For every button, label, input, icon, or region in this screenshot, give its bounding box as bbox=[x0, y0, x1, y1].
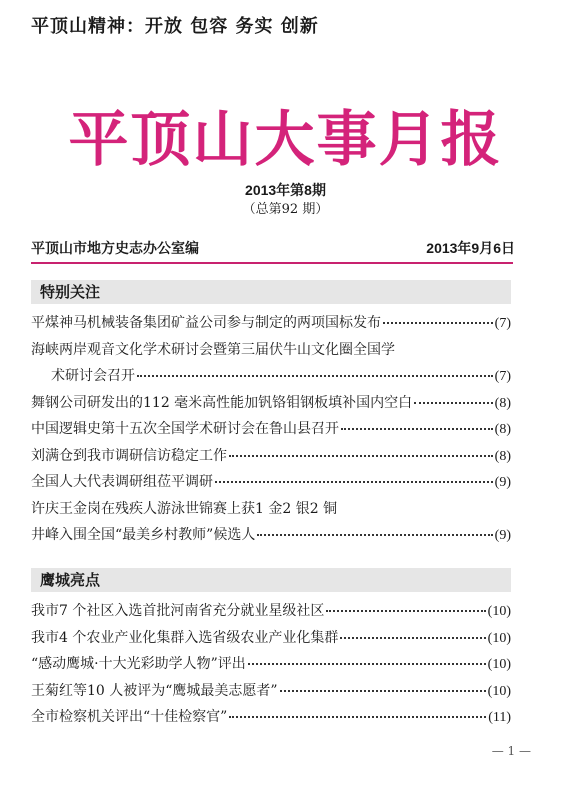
publish-date: 2013年9月6日 bbox=[426, 240, 515, 256]
toc-leader-dots bbox=[137, 375, 493, 377]
toc-entry[interactable] bbox=[31, 312, 511, 339]
total-issue-number: （总第92 期） bbox=[242, 202, 329, 217]
toc-leader-dots bbox=[229, 455, 493, 457]
toc-entry-page: (10) bbox=[487, 630, 511, 646]
toc-entry-page: (9) bbox=[494, 475, 511, 490]
toc-entry-page: (8) bbox=[494, 395, 511, 411]
toc-leader-dots bbox=[326, 610, 485, 612]
toc-entry-title: 井峰入围全国“最美乡村教师”候选人 bbox=[31, 527, 256, 543]
toc-entry[interactable] bbox=[31, 498, 511, 525]
toc-entry-page: (7) bbox=[494, 316, 511, 331]
toc-leader-dots bbox=[229, 716, 486, 718]
toc-entry[interactable] bbox=[31, 445, 511, 472]
toc-entry[interactable] bbox=[31, 680, 511, 707]
toc-leader-dots bbox=[215, 481, 493, 483]
toc-entry-page: (8) bbox=[494, 448, 511, 464]
motto: 平顶山精神：开放 包容 务实 创新 bbox=[31, 16, 319, 37]
toc-entry[interactable] bbox=[31, 418, 511, 445]
toc-entry[interactable] bbox=[31, 600, 511, 627]
toc-entry-title: 海峡两岸观音文化学术研讨会暨第三届伏牛山文化圈全国学 bbox=[31, 341, 395, 358]
toc-entry-page: (10) bbox=[487, 604, 511, 619]
issue-number: 2013年第8期 bbox=[245, 182, 326, 198]
section-heading: 鹰城亮点 bbox=[40, 571, 101, 589]
toc-entry[interactable] bbox=[31, 524, 511, 551]
toc-list-special-focus bbox=[31, 312, 511, 551]
toc-leader-dots bbox=[340, 637, 485, 639]
toc-entry[interactable] bbox=[31, 392, 511, 419]
toc-entry-title: 许庆王金岗在残疾人游泳世锦赛上获1 金2 银2 铜 bbox=[31, 500, 338, 517]
toc-entry-title: 我市4 个农业产业化集群入选省级农业产业化集群 bbox=[31, 629, 339, 646]
toc-entry[interactable] bbox=[31, 706, 511, 733]
toc-entry-title: “感动鹰城·十大光彩助学人物”评出 bbox=[31, 656, 246, 672]
toc-leader-dots bbox=[383, 322, 493, 324]
section-heading: 特别关注 bbox=[40, 283, 101, 301]
toc-entry-page: (9) bbox=[494, 528, 511, 543]
section-header-special-focus bbox=[31, 280, 511, 304]
toc-entry-title: 王菊红等10 人被评为“鹰城最美志愿者” bbox=[31, 682, 278, 699]
header-rule bbox=[31, 262, 513, 264]
toc-entry-title: 术研讨会召开 bbox=[51, 368, 135, 384]
toc-leader-dots bbox=[414, 402, 493, 404]
toc-entry-page: (10) bbox=[487, 683, 511, 699]
toc-entry-title: 全国人大代表调研组莅平调研 bbox=[31, 474, 213, 490]
toc-entry-title: 我市7 个社区入选首批河南省充分就业星级社区 bbox=[31, 603, 325, 619]
publisher: 平顶山市地方史志办公室编 bbox=[31, 241, 199, 257]
newsletter-title: 平顶山大事月报 bbox=[68, 105, 503, 175]
toc-leader-dots bbox=[280, 690, 486, 692]
toc-entry[interactable] bbox=[31, 365, 511, 392]
toc-leader-dots bbox=[341, 428, 493, 430]
toc-entry-page: (7) bbox=[494, 369, 511, 384]
toc-leader-dots bbox=[257, 534, 492, 536]
toc-entry[interactable] bbox=[31, 653, 511, 680]
toc-entry[interactable] bbox=[31, 339, 511, 366]
toc-entry-title: 平煤神马机械装备集团矿益公司参与制定的两项国标发布 bbox=[31, 315, 381, 331]
toc-entry[interactable] bbox=[31, 627, 511, 654]
toc-entry-title: 舞钢公司研发出的112 毫米高性能加钒铬钼钢板填补国内空白 bbox=[31, 394, 413, 411]
page-number: — 1 — bbox=[491, 744, 531, 758]
toc-entry-title: 全市检察机关评出“十佳检察官” bbox=[31, 709, 228, 725]
toc-list-yingcheng-highlights bbox=[31, 600, 511, 733]
toc-entry-page: (10) bbox=[487, 657, 511, 672]
toc-entry[interactable] bbox=[31, 471, 511, 498]
section-header-yingcheng-highlights bbox=[31, 568, 511, 592]
toc-entry-page: (8) bbox=[494, 422, 511, 437]
toc-entry-title: 中国逻辑史第十五次全国学术研讨会在鲁山县召开 bbox=[31, 421, 339, 437]
toc-entry-page: (11) bbox=[488, 710, 511, 725]
toc-leader-dots bbox=[248, 663, 486, 665]
toc-entry-title: 刘满仓到我市调研信访稳定工作 bbox=[31, 447, 227, 464]
